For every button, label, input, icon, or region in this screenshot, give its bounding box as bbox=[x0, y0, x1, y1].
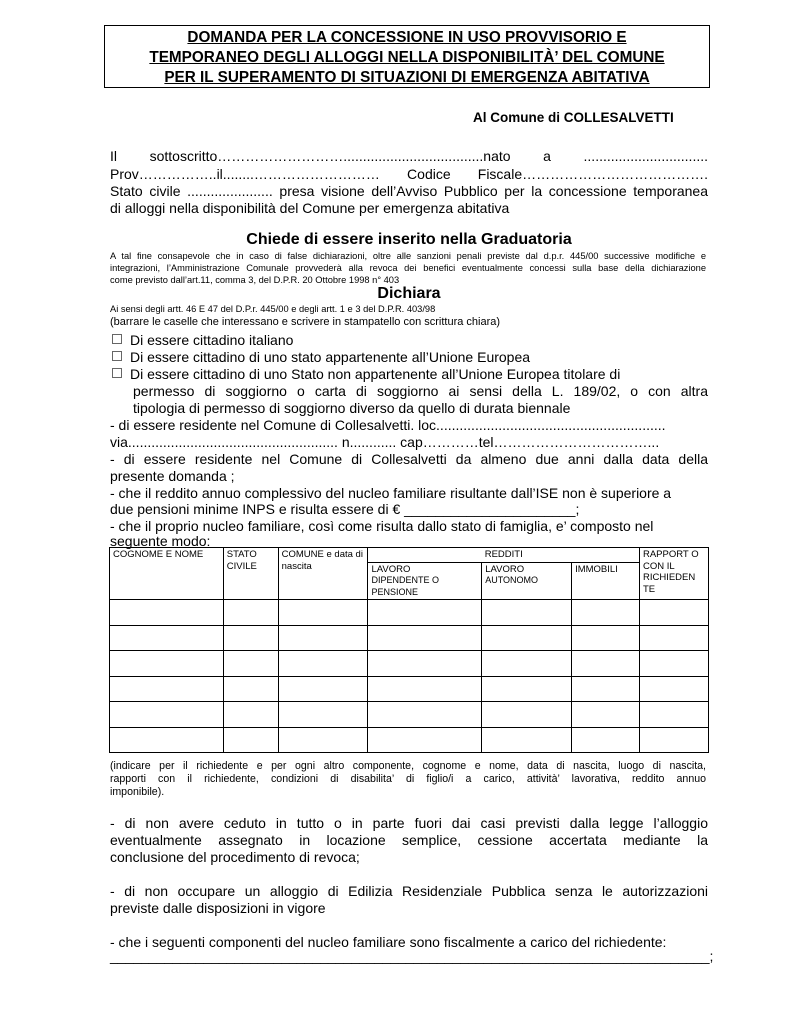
option-italian[interactable] bbox=[112, 332, 293, 349]
option-non-eu[interactable] bbox=[112, 366, 708, 383]
request-note-line-3: come previsto dall’art.11, comma 3, del D.P.R. 20 Ottobre 1998 n° 403 bbox=[110, 275, 400, 285]
table-row[interactable] bbox=[110, 600, 709, 626]
table-row[interactable] bbox=[110, 625, 709, 651]
clause-1-line-3: conclusione del procedimento di revoca; bbox=[110, 849, 360, 865]
checkbox[interactable] bbox=[112, 334, 122, 344]
table-row[interactable] bbox=[110, 651, 709, 677]
clause-2-line-2: previste dalle disposizioni in vigore bbox=[110, 900, 326, 916]
intro-line-4: di alloggi nella disponibilità del Comune per emergenza abitativa bbox=[110, 200, 510, 216]
checkbox[interactable] bbox=[112, 368, 122, 378]
header-income: REDDITI bbox=[368, 548, 640, 563]
residence-line-2[interactable]: via...................................................... n............ cap…………tel……………………………... bbox=[110, 434, 660, 450]
family-line-2: seguente modo: bbox=[110, 533, 211, 549]
option-label: Di essere cittadino di uno stato appartenente all’Unione Europea bbox=[130, 349, 531, 365]
header-self-title: LAVORO bbox=[485, 563, 525, 575]
option-label: Di essere cittadino italiano bbox=[130, 332, 294, 348]
title-line-2: TEMPORANEO DEGLI ALLOGGI NELLA DISPONIBILITÀ’ DEL COMUNE bbox=[149, 49, 665, 66]
option-non-eu-cont-2: tipologia di permesso di soggiorno diverso da quello di durata biennale bbox=[133, 400, 571, 416]
intro-line-1[interactable]: Il sottoscritto………………………....................................nato a ................................ bbox=[110, 148, 708, 164]
intro-line-3[interactable]: Stato civile ...................... presa visione dell’Avviso Pubblico per la concessione temporanea bbox=[110, 183, 708, 199]
family-line-1: - che il proprio nucleo familiare, così come risulta dallo stato di famiglia, e’ composto nel bbox=[110, 518, 654, 534]
declaration-heading: Dichiara bbox=[377, 285, 441, 302]
legal-reference: Ai sensi degli artt. 46 E 47 del D.P.r. 445/00 e degli artt. 1 e 3 del D.P.R. 403/98 bbox=[110, 304, 436, 314]
duration-line-1: - di essere residente nel Comune di Collesalvetti da almeno due anni dalla data della bbox=[110, 451, 708, 467]
income-line-2[interactable]: due pensioni minime INPS e risulta essere di € ______________________; bbox=[110, 501, 580, 517]
clause-1-line-1: - di non avere ceduto in tutto o in parte fuori dai casi previsti dalla legge l’alloggio bbox=[110, 815, 708, 831]
income-line-1: - che il reddito annuo complessivo del nucleo familiare risultante dall’ISE non è superiore a bbox=[110, 485, 672, 501]
instructions: (barrare le caselle che interessano e scrivere in stampatello con scrittura chiara) bbox=[110, 316, 501, 328]
table-row[interactable] bbox=[110, 676, 709, 702]
option-label: Di essere cittadino di uno Stato non appartenente all’Unione Europea titolare di bbox=[130, 366, 621, 382]
table-note-line-1: (indicare per il richiedente e per ogni altro componente, cognome e nome, data di nascita, luogo di nascita, bbox=[110, 760, 706, 772]
option-eu[interactable] bbox=[112, 349, 530, 366]
title-line-3: PER IL SUPERAMENTO DI SITUAZIONI DI EMERGENZA ABITATIVA bbox=[164, 69, 650, 86]
clause-3-line-2[interactable]: _____________________________________________________________________________; bbox=[110, 948, 714, 964]
header-surname: COGNOME E NOME bbox=[110, 548, 224, 600]
table-row[interactable] bbox=[110, 727, 709, 753]
clause-1-line-2: eventualmente assegnato in locazione semplice, cessione accertata mediante la bbox=[110, 832, 708, 848]
header-civil-status: STATO CIVILE bbox=[223, 548, 278, 600]
header-self-detail: AUTONOMO bbox=[485, 575, 539, 585]
table-note-line-2: rapporti con il richiedente, condizioni di disabilita’ di figlio/i a carico, attività’ lavorativa, reddito annuo bbox=[110, 773, 706, 785]
title-box bbox=[104, 25, 710, 88]
table-note-line-3: imponibile). bbox=[110, 786, 165, 798]
request-heading: Chiede di essere inserito nella Graduatoria bbox=[246, 231, 572, 248]
header-birth: COMUNE e data di nascita bbox=[278, 548, 368, 600]
request-note-line-2: integrazioni, l’Amministrazione Comunale provvederà alla revoca dei benefici eventualmente concessi sulla base della dichiarazione bbox=[110, 263, 706, 273]
header-employee-detail: DIPENDENTE O PENSIONE bbox=[371, 575, 439, 597]
header-self-employed bbox=[482, 562, 572, 600]
request-note-line-1: A tal fine consapevole che in caso di false dichiarazioni, oltre alle sanzioni penali previste dal d.p.r. 445/00 successive modifiche e bbox=[110, 251, 706, 261]
checkbox[interactable] bbox=[112, 351, 122, 361]
recipient: Al Comune di COLLESALVETTI bbox=[473, 110, 674, 125]
family-table bbox=[109, 547, 709, 753]
intro-line-2[interactable]: Prov……………..il........……………………… Codice Fiscale…………………………………. bbox=[110, 166, 708, 182]
clause-2-line-1: - di non occupare un alloggio di Edilizia Residenziale Pubblica senza le autorizzazioni bbox=[110, 883, 708, 899]
header-employee-title: LAVORO bbox=[371, 563, 411, 575]
table-row[interactable] bbox=[110, 702, 709, 728]
clause-3-line-1: - che i seguenti componenti del nucleo familiare sono fiscalmente a carico del richiedente: bbox=[110, 934, 667, 950]
header-relation: RAPPORT O CON IL RICHIEDEN TE bbox=[639, 548, 708, 600]
header-employee bbox=[368, 562, 482, 600]
header-property: IMMOBILI bbox=[572, 562, 640, 600]
residence-line-1[interactable]: - di essere residente nel Comune di Collesalvetti. loc........................................................... bbox=[110, 417, 666, 433]
title-line-1: DOMANDA PER LA CONCESSIONE IN USO PROVVISORIO E bbox=[187, 29, 627, 46]
option-non-eu-cont-1: permesso di soggiorno o carta di soggiorno ai sensi della L. 189/02, o con altra bbox=[133, 383, 708, 399]
duration-line-2: presente domanda ; bbox=[110, 468, 235, 484]
